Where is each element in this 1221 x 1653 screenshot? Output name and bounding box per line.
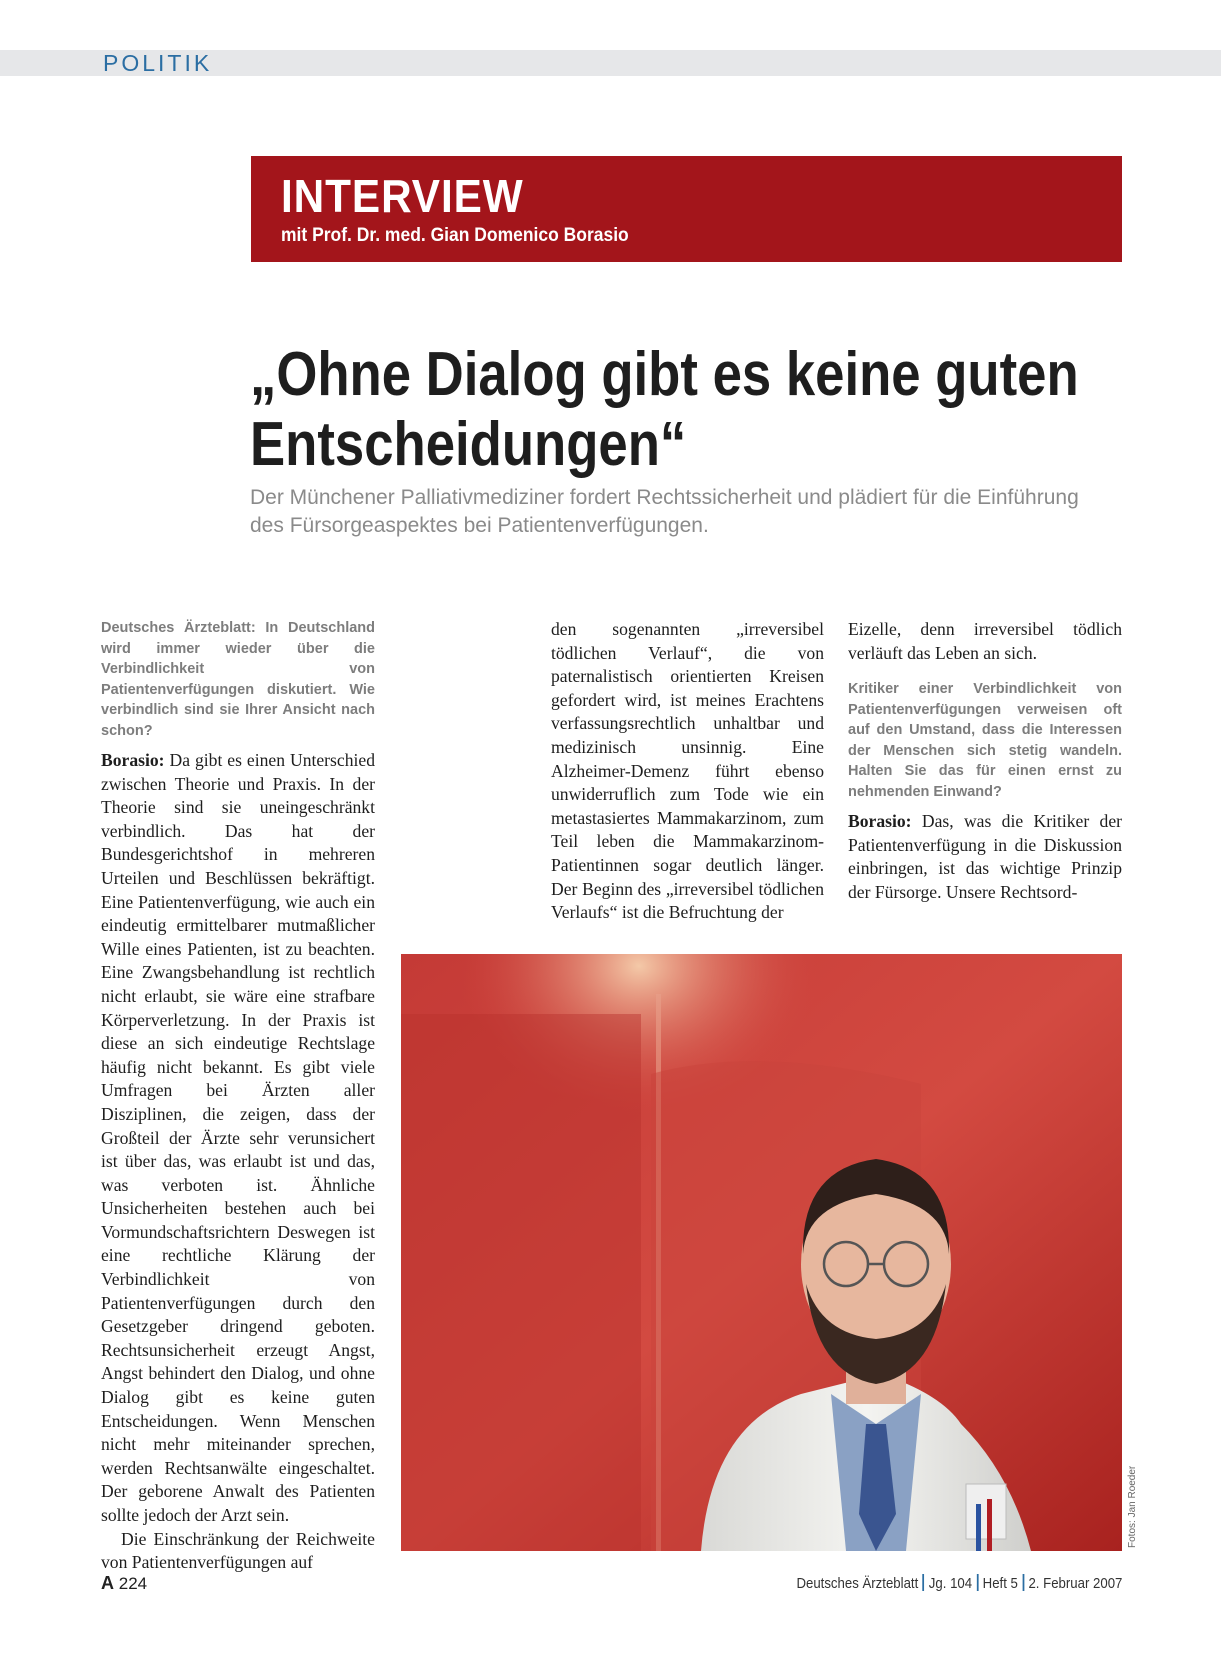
headline xyxy=(250,340,1079,480)
headline-line-1: „Ohne Dialog gibt es keine guten xyxy=(250,340,1079,409)
answer-1 xyxy=(101,749,375,1528)
volume: Jg. 104 xyxy=(928,1575,972,1592)
separator xyxy=(922,1574,924,1591)
section-label: POLITIK xyxy=(103,50,213,76)
journal-name: Deutsches Ärzteblatt xyxy=(796,1575,918,1592)
column-2-text: den sogenannten „irreversibel tödlichen Verlauf“, die von paternalistisch orientierten Kreisen gefordert wird, ist meines Erachtens verfassungsrechtlich unhaltbar und medizinisch unsinnig. Eine Alzheimer-Demenz führt ebenso unwiderruflich zum Tode wie ein metastasiertes Mammakarzinom, zum Teil leben die Mammakarzinom-Patientinnen sogar deutlich länger. Der Beginn des „irreversibel tödlichen Verlaufs“ ist die Befruchtung der xyxy=(551,619,824,923)
page-prefix: A xyxy=(101,1573,114,1593)
answer-1-continued: Die Einschränkung der Reichweite von Patientenverfügungen auf xyxy=(101,1528,375,1573)
issue-date: 2. Februar 2007 xyxy=(1028,1575,1122,1592)
banner-title: INTERVIEW xyxy=(281,170,524,222)
portrait-illustration xyxy=(401,954,1122,1551)
question-1: Deutsches Ärzteblatt: In Deutschland wird immer wieder über die Verbindlichkeit von Patientenverfügungen diskutiert. Wie verbindlich sind sie Ihrer Ansicht nach schon? xyxy=(101,620,375,739)
portrait-photo xyxy=(401,954,1122,1551)
headline-line-2: Entscheidungen“ xyxy=(250,410,687,479)
column-3-text: Eizelle, denn irreversibel tödlich verläuft das Leben an sich. xyxy=(848,619,1122,663)
article-column-2 xyxy=(551,618,824,925)
article-column-1 xyxy=(101,618,375,1575)
answer-2-text: Das, was die Kritiker der Patientenverfügung in die Diskussion einbringen, ist das wichtige Prinzip der Fürsorge. Unsere Rechtsord- xyxy=(848,811,1122,902)
question-2: Kritiker einer Verbindlichkeit von Patientenverfügungen verweisen oft auf den Umstand, dass die Interessen der Menschen sich stetig wandeln. Halten Sie das für einen ernst zu nehmenden Einwand? xyxy=(848,681,1122,800)
page-number xyxy=(101,1572,147,1595)
speaker-label: Borasio: xyxy=(848,811,912,832)
dek: Der Münchener Palliativmediziner fordert Rechtssicherheit und plädiert für die Einführung des Fürsorgeaspektes bei Patientenverfügungen. xyxy=(250,486,1079,537)
page-number-value: 224 xyxy=(118,1574,148,1593)
banner-subtitle: mit Prof. Dr. med. Gian Domenico Borasio xyxy=(281,225,629,246)
answer-2 xyxy=(848,810,1122,904)
separator xyxy=(976,1574,978,1591)
separator xyxy=(1022,1574,1024,1591)
photo-credit: Fotos: Jan Roeder xyxy=(1127,1465,1138,1548)
answer-1-text: Da gibt es einen Unterschied zwischen Theorie und Praxis. In der Theorie sind sie uneingeschränkt verbindlich. Das hat der Bundesgerichtshof in mehreren Urteilen und Beschlüssen bekräftigt. Eine Patientenverfügung, wie auch ein eindeutig ermittelbarer mutmaßlicher Wille eines Patienten, ist zu beachten. Eine Zwangsbehandlung ist rechtlich nicht erlaubt, sie wäre eine strafbare Körperverletzung. In der Praxis ist diese an sich eindeutige Rechtslage häufig nicht bekannt. Es gibt viele Umfragen bei Ärzten aller Disziplinen, die zeigen, dass der Großteil der Ärzte sehr verunsichert ist über das, was erlaubt ist und das, was verboten ist. Ähnliche Unsicherheiten bestehen auch bei Vormundschaftsrichtern Deswegen ist eine rechtliche Klärung der Verbindlichkeit von Patientenverfügungen durch den Gesetzgeber dringend geboten. Rechtsunsicherheit erzeugt Angst, Angst behindert den Dialog, und ohne Dialog gibt es keine guten Entscheidungen. Wenn Menschen nicht mehr miteinander sprechen, werden Rechtsanwälte eingeschaltet. Der geborene Anwalt des Patienten sollte jedoch der Arzt sein. xyxy=(101,750,375,1525)
footer-meta xyxy=(796,1573,1122,1595)
speaker-label: Borasio: xyxy=(101,750,165,770)
issue: Heft 5 xyxy=(982,1575,1018,1592)
article-column-3 xyxy=(848,618,1122,905)
